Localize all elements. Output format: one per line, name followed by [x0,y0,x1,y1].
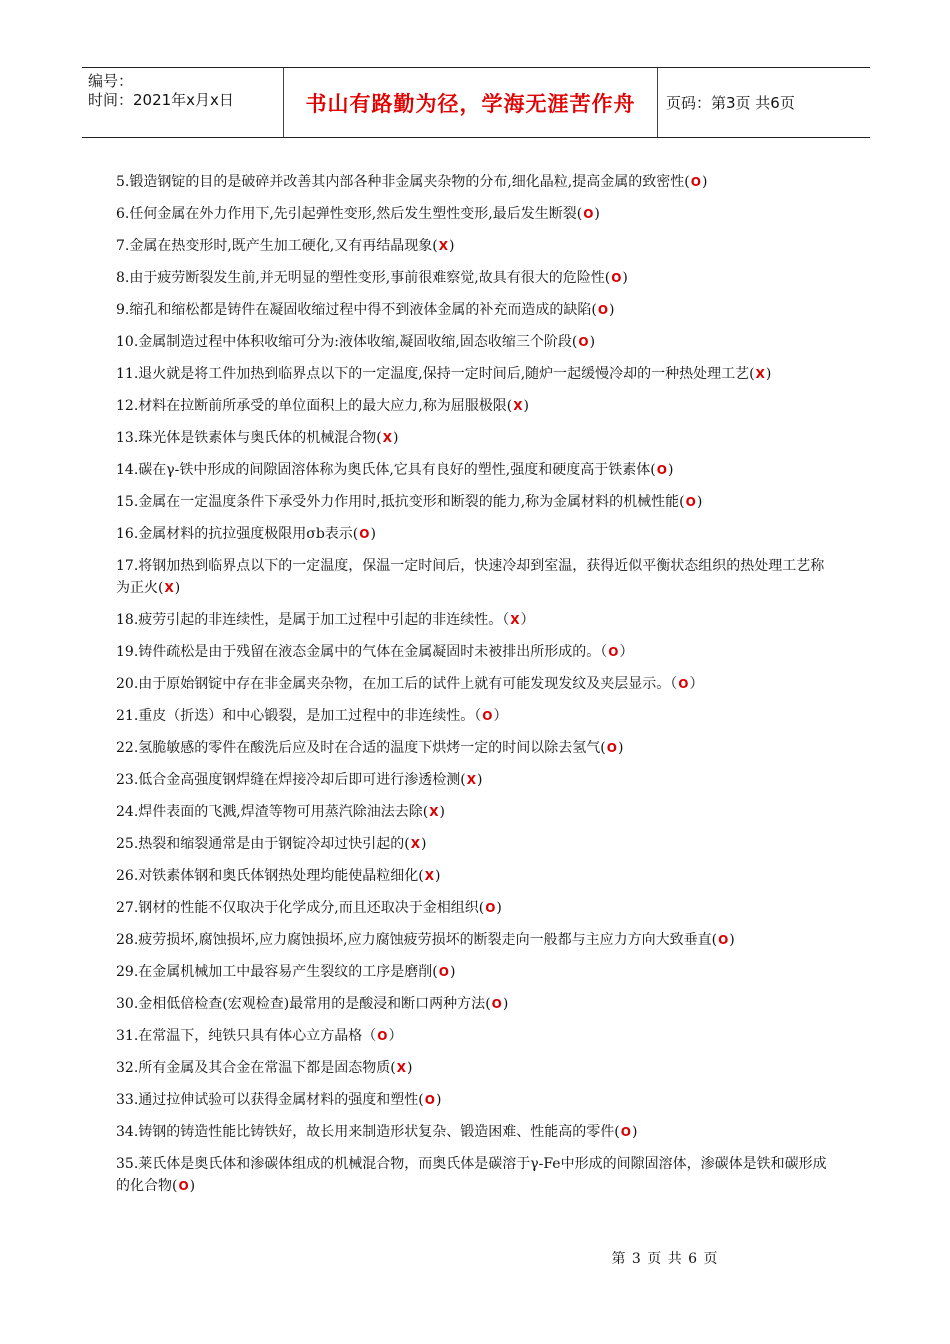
header-motto-cell [284,68,658,137]
paren-open: ( [600,740,606,756]
question-text: 21.重皮（折迭）和中心锻裂，是加工过程中的非连续性。 [116,708,475,724]
paren-close: ) [174,580,181,596]
paren-close: ) [609,302,615,318]
question-text: 31.在常温下，纯铁只具有体心立方晶格 [116,1028,363,1044]
wrong-mark-icon: X [410,837,420,851]
question-text: 6.任何金属在外力作用下,先引起弹性变形,然后发生塑性变形,最后发生断裂 [116,206,577,222]
question-item [116,993,828,1015]
correct-mark-icon: O [485,901,496,915]
wrong-mark-icon: X [466,773,476,787]
wrong-mark-icon: X [164,581,174,595]
correct-mark-icon: O [178,1179,189,1193]
question-item [116,1121,828,1143]
correct-mark-icon: O [685,495,696,509]
paren-close: ) [667,462,674,478]
page-label: 页码：第3页 共6页 [666,94,795,112]
question-text: 13.珠光体是铁素体与奥氏体的机械混合物 [116,430,377,446]
question-item [116,331,828,353]
paren-open: ( [679,494,685,510]
paren-open: ( [684,174,690,190]
correct-mark-icon: O [424,1093,435,1107]
question-text: 30.金相低倍检查(宏观检查)最常用的是酸浸和断口两种方法 [116,996,486,1012]
paren-open: ( [571,334,578,350]
paren-open: ( [591,302,597,318]
paren-close: ) [622,270,628,286]
question-text: 35.莱氏体是奥氏体和渗碳体组成的机械混合物，而奥氏体是碳溶于γ-Fe中形成的间隙固溶体，渗碳体是铁和碳形成的化合物 [116,1156,827,1194]
paren-open: （ [600,644,608,660]
question-item [116,641,828,663]
paren-open: （ [474,708,482,724]
paren-open: ( [478,900,485,916]
paren-close: ) [477,772,483,788]
paren-open: ( [506,398,513,414]
question-text: 32.所有金属及其合金在常温下都是固态物质 [116,1060,391,1076]
paren-open: ( [749,366,755,382]
correct-mark-icon: O [611,271,622,285]
question-item [116,235,828,257]
paren-close: ) [393,430,399,446]
paren-open: ( [352,526,359,542]
question-item [116,897,828,919]
correct-mark-icon: O [608,645,619,659]
question-text: 11.退火就是将工件加热到临界点以下的一定温度,保持一定时间后,随炉一起缓慢冷却的一种热处理工艺 [116,366,750,382]
question-item [116,555,828,599]
question-item [116,737,828,759]
paren-close: ） [520,612,535,628]
paren-open: ( [432,964,438,980]
question-item [116,865,828,887]
question-item [116,171,828,193]
paren-close: ) [189,1178,196,1194]
question-item [116,1057,828,1079]
question-item [116,267,828,289]
question-text: 16.金属材料的抗拉强度极限用σb表示 [116,526,353,542]
correct-mark-icon: O [482,709,493,723]
page-header [82,67,870,138]
paren-close: ) [696,494,703,510]
question-item [116,203,828,225]
wrong-mark-icon: X [510,613,520,627]
paren-close: ） [689,676,704,692]
question-item [116,1153,828,1197]
header-page-cell [658,68,870,137]
paren-close: ) [701,174,708,190]
question-text: 34.铸钢的铸造性能比铸铁好，故长用来制造形状复杂、锻造困难、性能高的零件 [116,1124,615,1140]
wrong-mark-icon: X [396,1061,406,1075]
question-text: 22.氢脆敏感的零件在酸洗后应及时在合适的温度下烘烤一定的时间以除去氢气 [116,740,601,756]
time-label: 时间：2021年x月x日 [88,91,234,109]
paren-open: ( [158,580,164,596]
correct-mark-icon: O [438,965,449,979]
question-item [116,299,828,321]
question-text: 23.低合金高强度钢焊缝在焊接冷却后即可进行渗透检测 [116,772,461,788]
question-text: 20.由于原始钢锭中存在非金属夹杂物，在加工后的试件上就有可能发现发纹及夹层显示。 [116,676,671,692]
paren-close: ) [594,206,600,222]
paren-close: ） [493,708,508,724]
correct-mark-icon: O [491,997,502,1011]
correct-mark-icon: O [678,677,689,691]
wrong-mark-icon: X [755,367,765,381]
question-item [116,363,828,385]
question-item [116,961,828,983]
paren-close: ) [439,804,445,820]
paren-close: ) [449,964,456,980]
question-item [116,929,828,951]
question-item [116,705,828,727]
question-text: 26.对铁素体钢和奥氏体钢热处理均能使晶粒细化 [116,868,419,884]
question-item [116,769,828,791]
paren-close: ） [388,1028,403,1044]
wrong-mark-icon: X [513,399,523,413]
paren-close: ) [435,868,441,884]
correct-mark-icon: O [656,463,667,477]
question-item [116,801,828,823]
question-item [116,833,828,855]
question-item [116,1089,828,1111]
question-list [116,171,828,1207]
question-text: 5.锻造钢锭的目的是破碎并改善其内部各种非金属夹杂物的分布,细化晶粒,提高金属的致密性 [116,174,685,190]
paren-close: ) [729,932,735,948]
paren-close: ) [496,900,502,916]
question-item [116,609,828,631]
paren-close: ) [370,526,376,542]
paren-open: （ [670,676,678,692]
motto: 书山有路勤为径，学海无涯苦作舟 [305,91,636,116]
paren-close: ) [407,1060,413,1076]
question-text: 28.疲劳损坏,腐蚀损坏,应力腐蚀损坏,应力腐蚀疲劳损坏的断裂走向一般都与主应力方向大致垂直 [116,932,712,948]
paren-open: ( [172,1178,178,1194]
code-label: 编号： [88,72,134,90]
question-text: 15.金属在一定温度条件下承受外力作用时,抵抗变形和断裂的能力,称为金属材料的机械性能 [116,494,680,510]
paren-close: ) [617,740,624,756]
paren-open: ( [376,430,382,446]
paren-close: ） [619,644,634,660]
paren-open: ( [576,206,583,222]
page-footer: 第 3 页 共 6 页 [611,1251,719,1267]
correct-mark-icon: O [377,1029,388,1043]
paren-open: ( [604,270,611,286]
paren-open: ( [460,772,466,788]
paren-open: ( [390,1060,396,1076]
question-item [116,459,828,481]
question-text: 24.焊件表面的飞溅,焊渣等物可用蒸汽除油法去除 [116,804,423,820]
correct-mark-icon: O [606,741,617,755]
question-text: 25.热裂和缩裂通常是由于钢锭冷却过快引起的 [116,836,405,852]
question-text: 12.材料在拉断前所承受的单位面积上的最大应力,称为屈服极限 [116,398,507,414]
paren-open: ( [485,996,491,1012]
question-text: 9.缩孔和缩松都是铸件在凝固收缩过程中得不到液体金属的补充而造成的缺陷 [116,302,592,318]
paren-close: ) [589,334,596,350]
paren-close: ) [435,1092,442,1108]
question-text: 29.在金属机械加工中最容易产生裂纹的工序是磨削 [116,964,433,980]
correct-mark-icon: O [359,527,370,541]
correct-mark-icon: O [690,175,701,189]
question-text: 18.疲劳引起的非连续性，是属于加工过程中引起的非连续性。 [116,612,503,628]
question-text: 8.由于疲劳断裂发生前,并无明显的塑性变形,事前很难察觉,故具有很大的危险性 [116,270,605,286]
paren-open: ( [422,804,429,820]
correct-mark-icon: O [583,207,594,221]
paren-close: ) [502,996,509,1012]
wrong-mark-icon: X [429,805,439,819]
paren-open: ( [650,462,656,478]
paren-open: （ [362,1028,377,1044]
wrong-mark-icon: X [382,431,392,445]
correct-mark-icon: O [578,335,589,349]
correct-mark-icon: O [620,1125,631,1139]
question-text: 19.铸件疏松是由于残留在液态金属中的气体在金属凝固时未被排出所形成的。 [116,644,601,660]
question-item [116,1025,828,1047]
question-text: 17.将钢加热到临界点以下的一定温度，保温一定时间后，快速冷却到室温，获得近似平衡状态组织的热处理工艺称为正火 [116,558,825,596]
question-text: 33.通过拉伸试验可以获得金属材料的强度和塑性 [116,1092,419,1108]
question-item [116,523,828,545]
paren-open: （ [502,612,510,628]
question-item [116,491,828,513]
wrong-mark-icon: X [424,869,434,883]
correct-mark-icon: O [597,303,609,317]
header-meta [82,68,284,137]
question-text: 10.金属制造过程中体积收缩可分为:液体收缩,凝固收缩,固态收缩三个阶段 [116,334,572,350]
wrong-mark-icon: X [438,239,448,253]
correct-mark-icon: O [718,933,729,947]
paren-close: ) [631,1124,638,1140]
question-text: 27.钢材的性能不仅取决于化学成分,而且还取决于金相组织 [116,900,479,916]
paren-open: ( [418,1092,424,1108]
question-item [116,395,828,417]
question-text: 14.碳在γ-铁中形成的间隙固溶体称为奥氏体,它具有良好的塑性,强度和硬度高于铁素体 [116,462,651,478]
paren-open: ( [404,836,410,852]
paren-close: ) [421,836,427,852]
paren-close: ) [523,398,529,414]
question-item [116,673,828,695]
question-text: 7.金属在热变形时,既产生加工硬化,又有再结晶现象 [116,238,433,254]
paren-close: ) [765,366,772,382]
paren-open: ( [418,868,424,884]
paren-open: ( [432,238,438,254]
paren-open: ( [711,932,718,948]
paren-open: ( [614,1124,620,1140]
paren-close: ) [449,238,455,254]
question-item [116,427,828,449]
